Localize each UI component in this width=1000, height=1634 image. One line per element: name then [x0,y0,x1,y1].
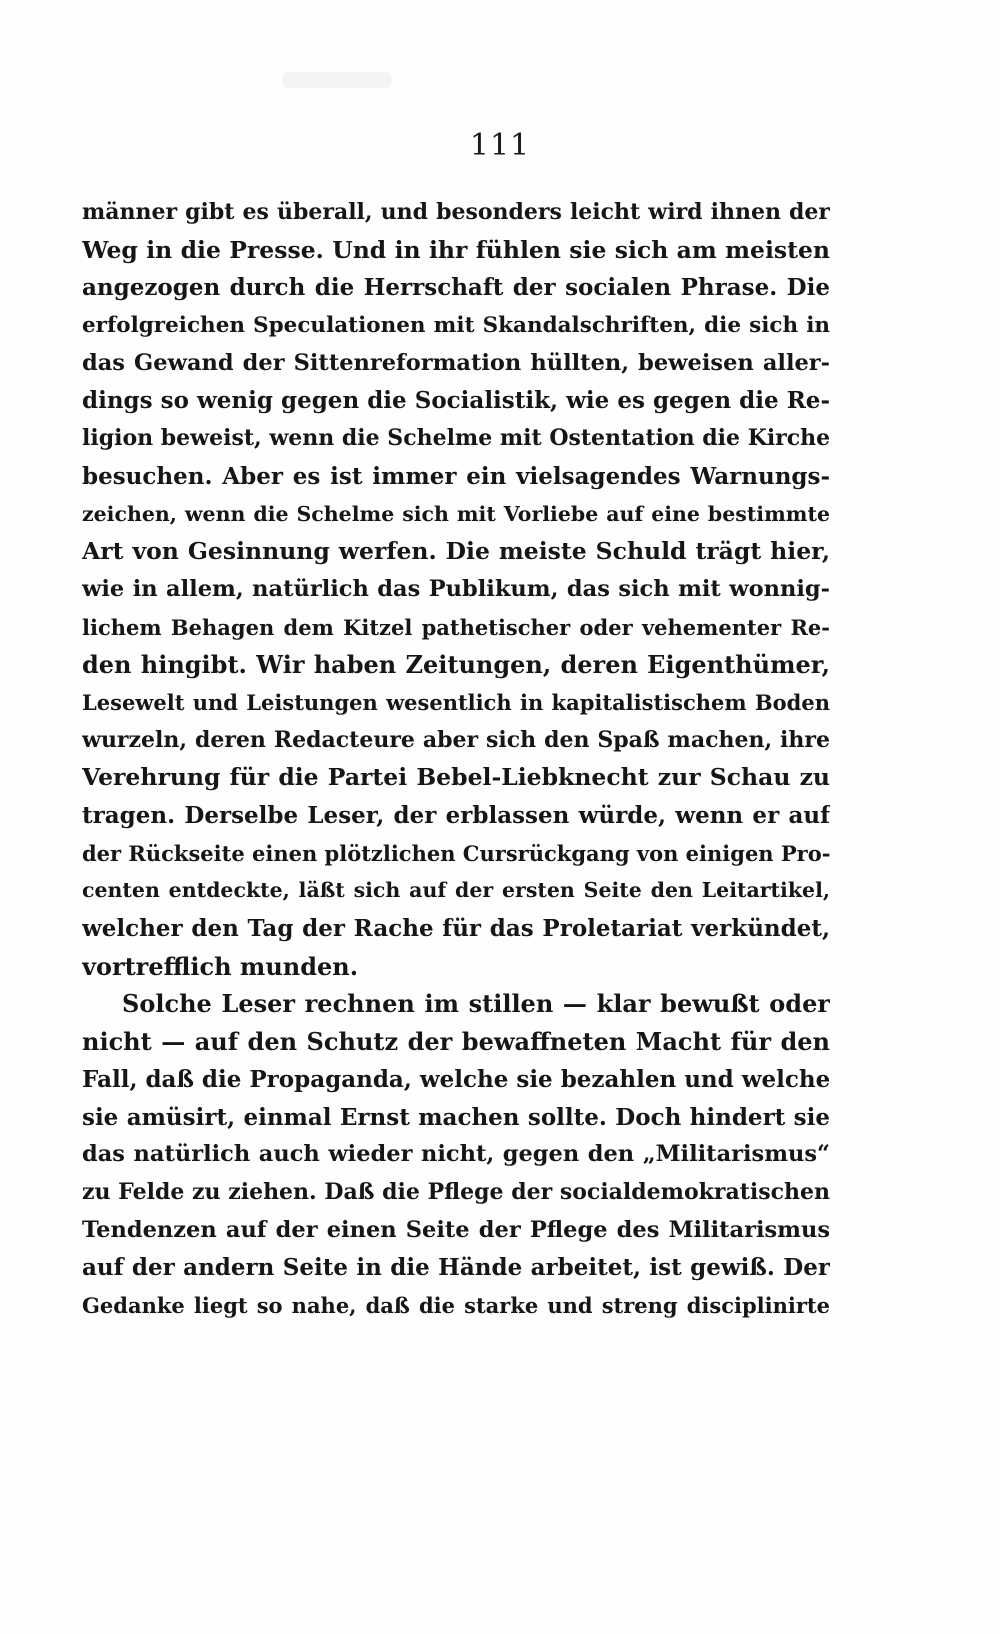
text-line: welcher den Tag der Rache für das Proletariat verkündet, [82,915,830,943]
text-line: erfolgreichen Speculationen mit Skandalschriften, die sich in [82,313,830,339]
text-line: Lesewelt und Leistungen wesentlich in kapitalistischem Boden [82,689,830,715]
text-line: auf der andern Seite in die Hände arbeitet, ist gewiß. Der [82,1254,830,1282]
text-line: zu Felde zu ziehen. Daß die Pflege der socialdemokratischen [82,1178,830,1205]
text-line: Gedanke liegt so nahe, daß die starke und streng disciplinirte [82,1292,830,1318]
text-line: vortrefflich munden. [82,951,359,981]
text-line: ligion beweist, wenn die Schelme mit Ostentation die Kirche [82,425,830,452]
text-line: angezogen durch die Herrschaft der socialen Phrase. Die [82,274,830,302]
text-line: nicht — auf den Schutz der bewaffneten Macht für den [82,1027,830,1057]
text-line: Verehrung für die Partei Bebel-Liebknecht zur Schau zu [82,763,830,792]
text-line: Weg in die Presse. Und in ihr fühlen sie sich am meisten [82,235,830,264]
text-line: dings so wenig gegen die Socialistik, wie es gegen die Re- [82,387,830,415]
text-line: Solche Leser rechnen im stillen — klar bewußt oder [122,989,830,1019]
text-line: sie amüsirt, einmal Ernst machen sollte. Doch hindert sie [82,1103,830,1131]
text-line: der Rückseite einen plötzlichen Cursrückgang von einigen Pro- [82,840,830,866]
body-text [82,194,830,1325]
text-line: das natürlich auch wieder nicht, gegen den „Militarismus“ [82,1141,830,1168]
text-line: wurzeln, deren Redacteure aber sich den Spaß machen, ihre [82,726,830,753]
text-line: tragen. Derselbe Leser, der erblassen würde, wenn er auf [82,802,830,829]
text-line: besuchen. Aber es ist immer ein vielsagendes Warnungs- [82,462,830,490]
text-line: Tendenzen auf der einen Seite der Pflege des Militarismus [82,1216,830,1243]
page-number: 111 [469,128,531,163]
text-line: das Gewand der Sittenreformation hüllten, beweisen aller- [82,349,830,376]
page-smudge [282,72,392,88]
text-line: männer gibt es überall, und besonders leicht wird ihnen der [82,199,830,225]
text-line: lichem Behagen dem Kitzel pathetischer oder vehementer Re- [82,614,830,640]
text-line: wie in allem, natürlich das Publikum, das sich mit wonnig- [82,575,830,602]
text-line: Art von Gesinnung werfen. Die meiste Schuld trägt hier, [82,537,830,566]
text-line: zeichen, wenn die Schelme sich mit Vorliebe auf eine bestimmte [82,501,830,526]
text-line: centen entdeckte, läßt sich auf der ersten Seite den Leitartikel, [82,878,830,903]
text-line: den hingibt. Wir haben Zeitungen, deren Eigenthümer, [82,650,830,680]
text-line: Fall, daß die Propaganda, welche sie bezahlen und welche [82,1065,830,1093]
